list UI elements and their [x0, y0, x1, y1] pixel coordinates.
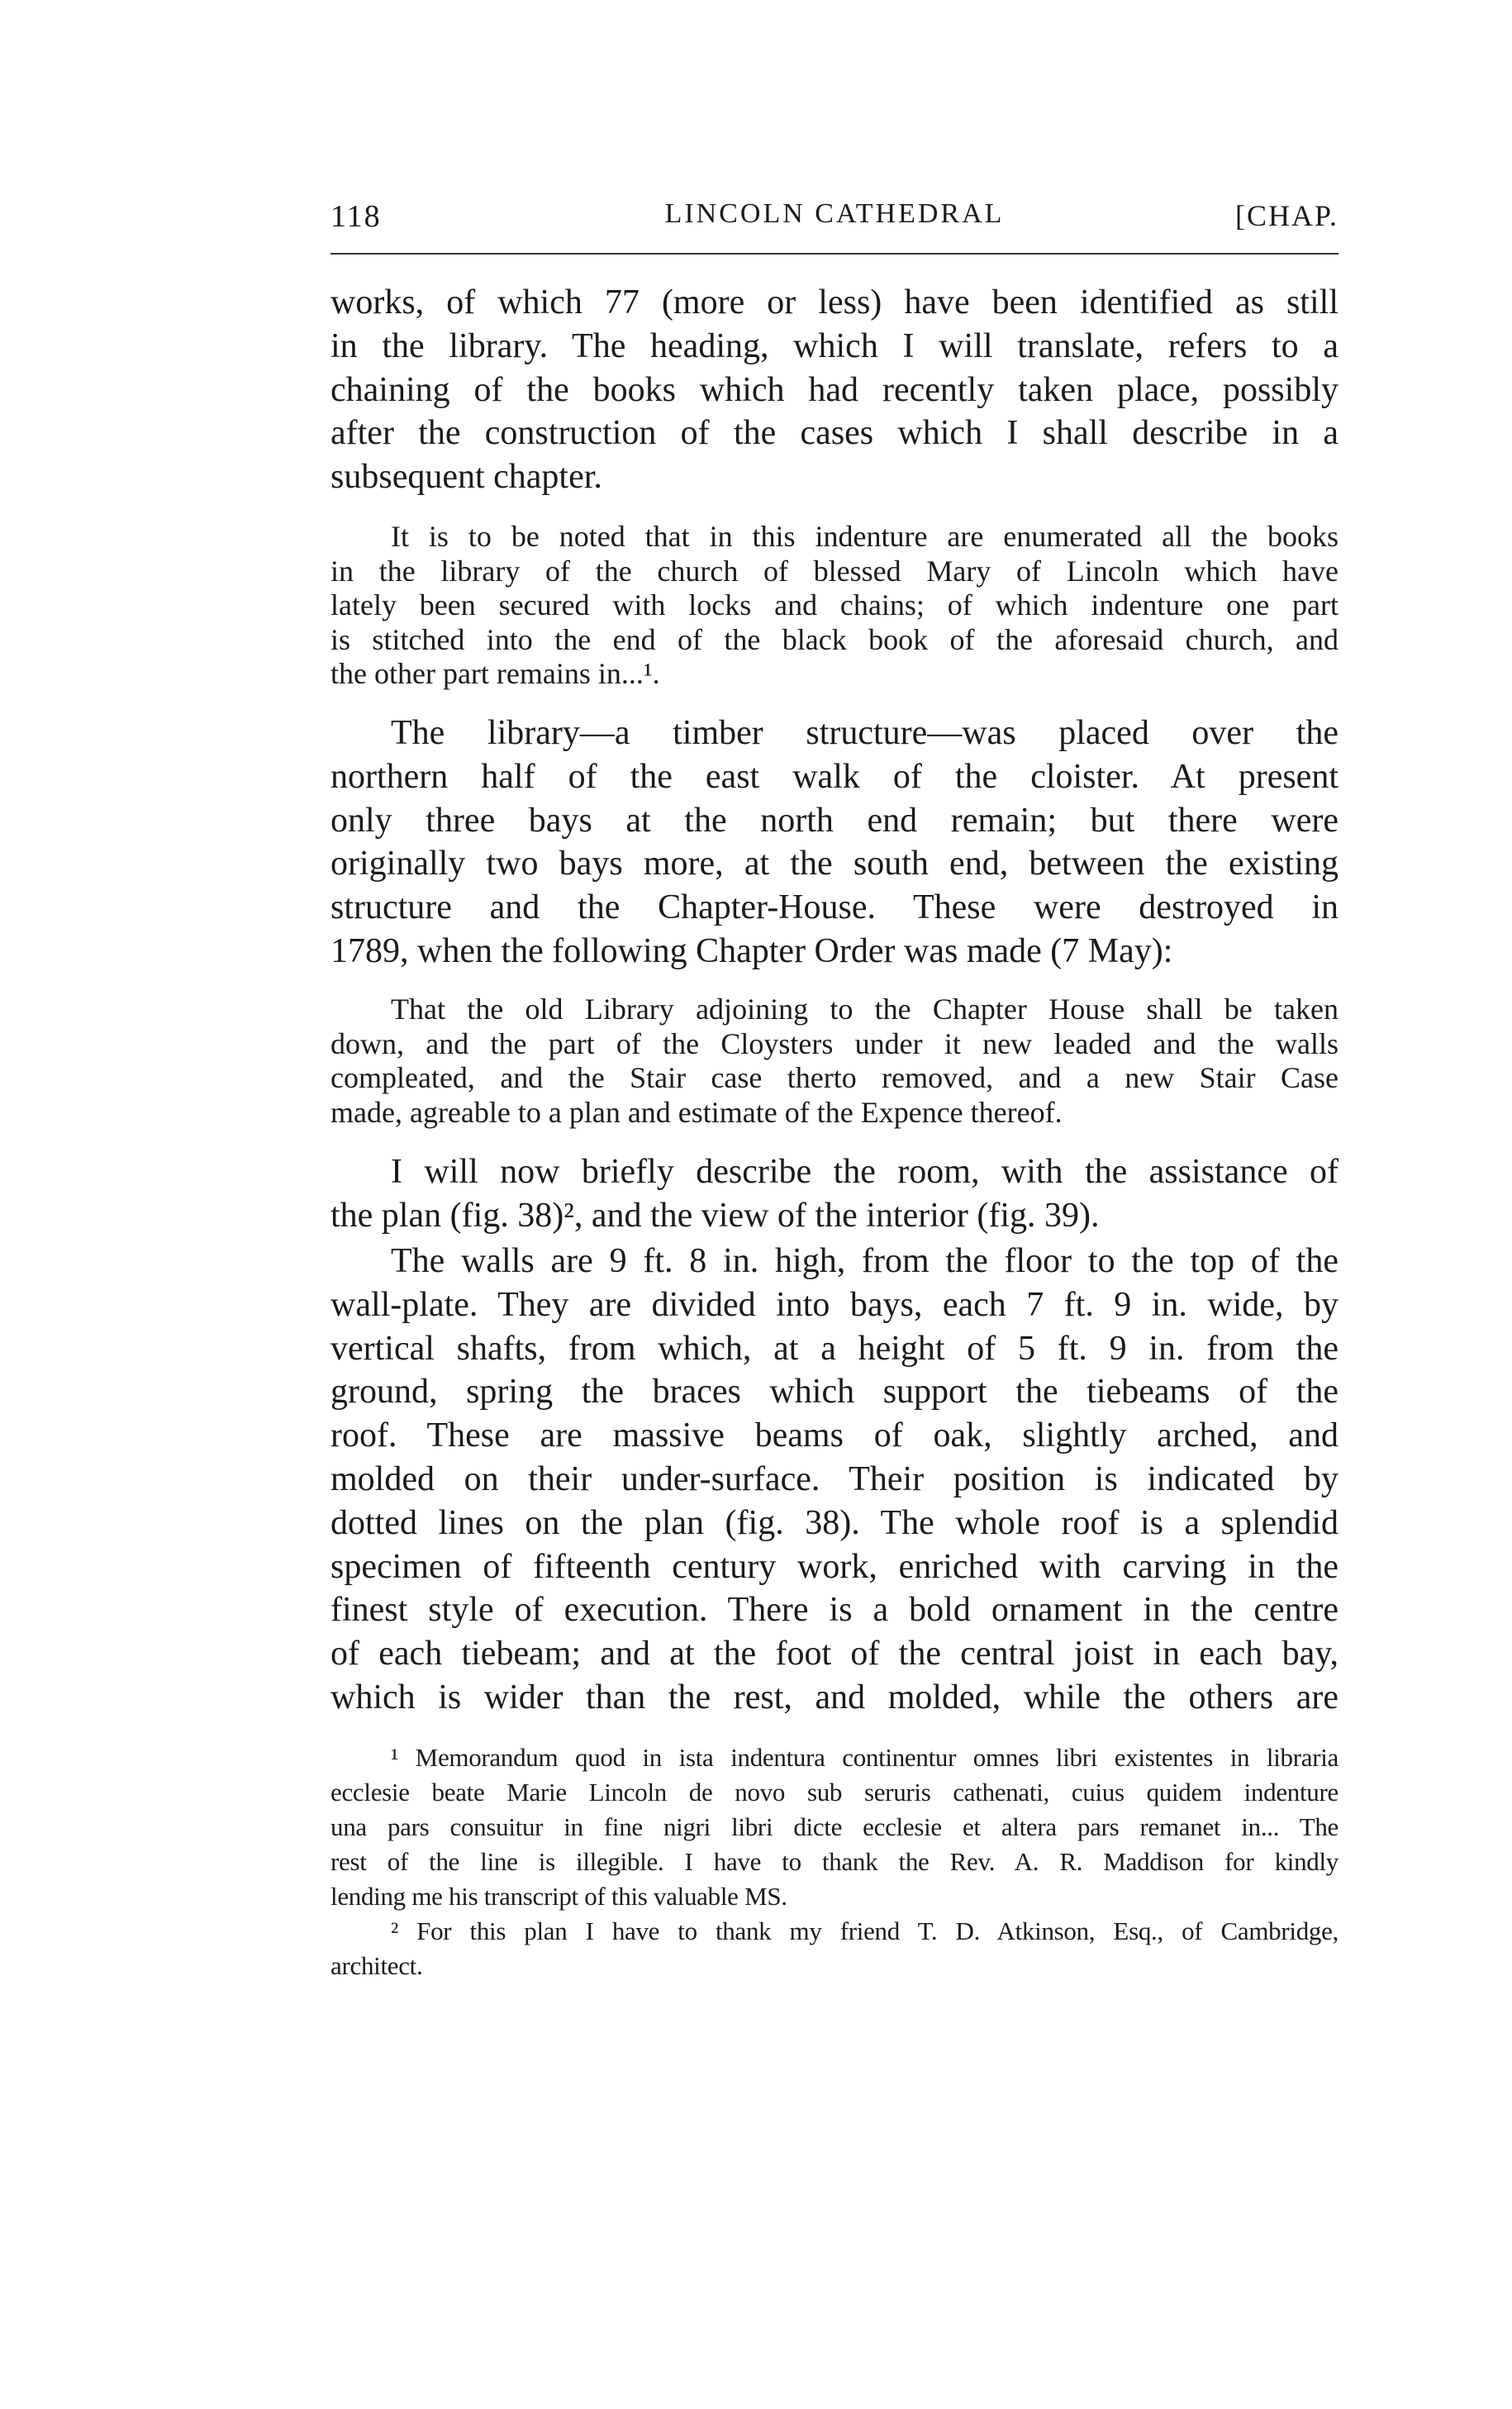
text-line: roof. These are massive beams of oak, slightly arched, and	[330, 1416, 1338, 1455]
block-quote-2	[330, 993, 1338, 1130]
text-line: made, agreable to a plan and estimate of the Expence thereof.	[330, 1095, 1063, 1129]
text-line: 1789, when the following Chapter Order was made (7 May):	[330, 931, 1173, 970]
text-line: down, and the part of the Cloysters under it new leaded and the walls	[330, 1026, 1338, 1060]
text-line: The library—a timber structure—was placed over the	[391, 714, 1338, 752]
text-line: compleated, and the Stair case therto removed, and a new Stair Case	[330, 1061, 1338, 1094]
text-line: the other part remains in...¹.	[330, 657, 660, 690]
text-line: molded on their under-surface. Their position is indicated by	[330, 1459, 1338, 1498]
text-line: I will now briefly describe the room, with the assistance of	[391, 1153, 1338, 1191]
text-line: in the library of the church of blessed Mary of Lincoln which have	[330, 554, 1338, 588]
text-line: vertical shafts, from which, at a height of 5 ft. 9 in. from the	[330, 1329, 1338, 1368]
running-title: LINCOLN CATHEDRAL	[664, 198, 1005, 229]
page-number: 118	[330, 199, 382, 234]
text-line: originally two bays more, at the south end, between the existing	[330, 845, 1338, 883]
footnote-line: architect.	[330, 1951, 423, 1980]
text-line: finest style of execution. There is a bold ornament in the centre	[330, 1591, 1338, 1630]
text-line: in the library. The heading, which I will translate, refers to a	[330, 326, 1338, 365]
text-line: only three bays at the north end remain; but there were	[330, 801, 1338, 840]
text-line: works, of which 77 (more or less) have been identified as still	[330, 283, 1338, 321]
paragraph-2	[330, 712, 1338, 974]
text-line: That the old Library adjoining to the Chapter House shall be taken	[391, 993, 1338, 1026]
footnote-line: lending me his transcript of this valuable MS.	[330, 1882, 787, 1911]
text-line: subsequent chapter.	[330, 458, 602, 497]
text-line: the plan (fig. 38)², and the view of the interior (fig. 39).	[330, 1196, 1100, 1235]
footnote-line: ¹ Memorandum quod in ista indentura continentur omnes libri existentes in libraria	[391, 1743, 1338, 1772]
footnote-line: ecclesie beate Marie Lincoln de novo sub seruris cathenati, cuius quidem indenture	[330, 1778, 1338, 1807]
paragraph-4	[330, 1240, 1338, 1720]
paragraph-1	[330, 281, 1338, 499]
text-line: which is wider than the rest, and molded, while the others are	[330, 1678, 1338, 1716]
text-line: The walls are 9 ft. 8 in. high, from the floor to the top of the	[391, 1242, 1338, 1280]
text-line: of each tiebeam; and at the foot of the central joist in each bay,	[330, 1635, 1338, 1673]
text-line: ground, spring the braces which support the tiebeams of the	[330, 1373, 1338, 1412]
text-line: lately been secured with locks and chains; of which indenture one part	[330, 588, 1338, 621]
paragraph-3	[330, 1150, 1338, 1238]
text-line: structure and the Chapter-House. These were destroyed in	[330, 888, 1338, 927]
running-header	[330, 198, 1338, 240]
text-line: after the construction of the cases which I shall describe in a	[330, 414, 1338, 453]
text-line: It is to be noted that in this indenture are enumerated all the books	[391, 520, 1338, 553]
header-rule	[330, 253, 1338, 255]
text-line: specimen of fifteenth century work, enriched with carving in the	[330, 1547, 1338, 1586]
footnote-line: ² For this plan I have to thank my friend T. D. Atkinson, Esq., of Cambridge,	[391, 1916, 1338, 1945]
text-line: chaining of the books which had recently taken place, possibly	[330, 370, 1338, 409]
footnote-line: una pars consuitur in fine nigri libri dicte ecclesie et altera pars remanet in... The	[330, 1812, 1338, 1841]
chapter-mark: [CHAP.	[1234, 199, 1338, 232]
text-line: dotted lines on the plan (fig. 38). The whole roof is a splendid	[330, 1503, 1338, 1542]
text-line: wall-plate. They are divided into bays, each 7 ft. 9 in. wide, by	[330, 1285, 1338, 1324]
footnote-line: rest of the line is illegible. I have to thank the Rev. A. R. Maddison for kindly	[330, 1847, 1338, 1876]
text-line: northern half of the east walk of the cloister. At present	[330, 757, 1338, 796]
text-line: is stitched into the end of the black book of the aforesaid church, and	[330, 622, 1338, 656]
block-quote-1	[330, 520, 1338, 692]
footnotes	[330, 1740, 1338, 1983]
